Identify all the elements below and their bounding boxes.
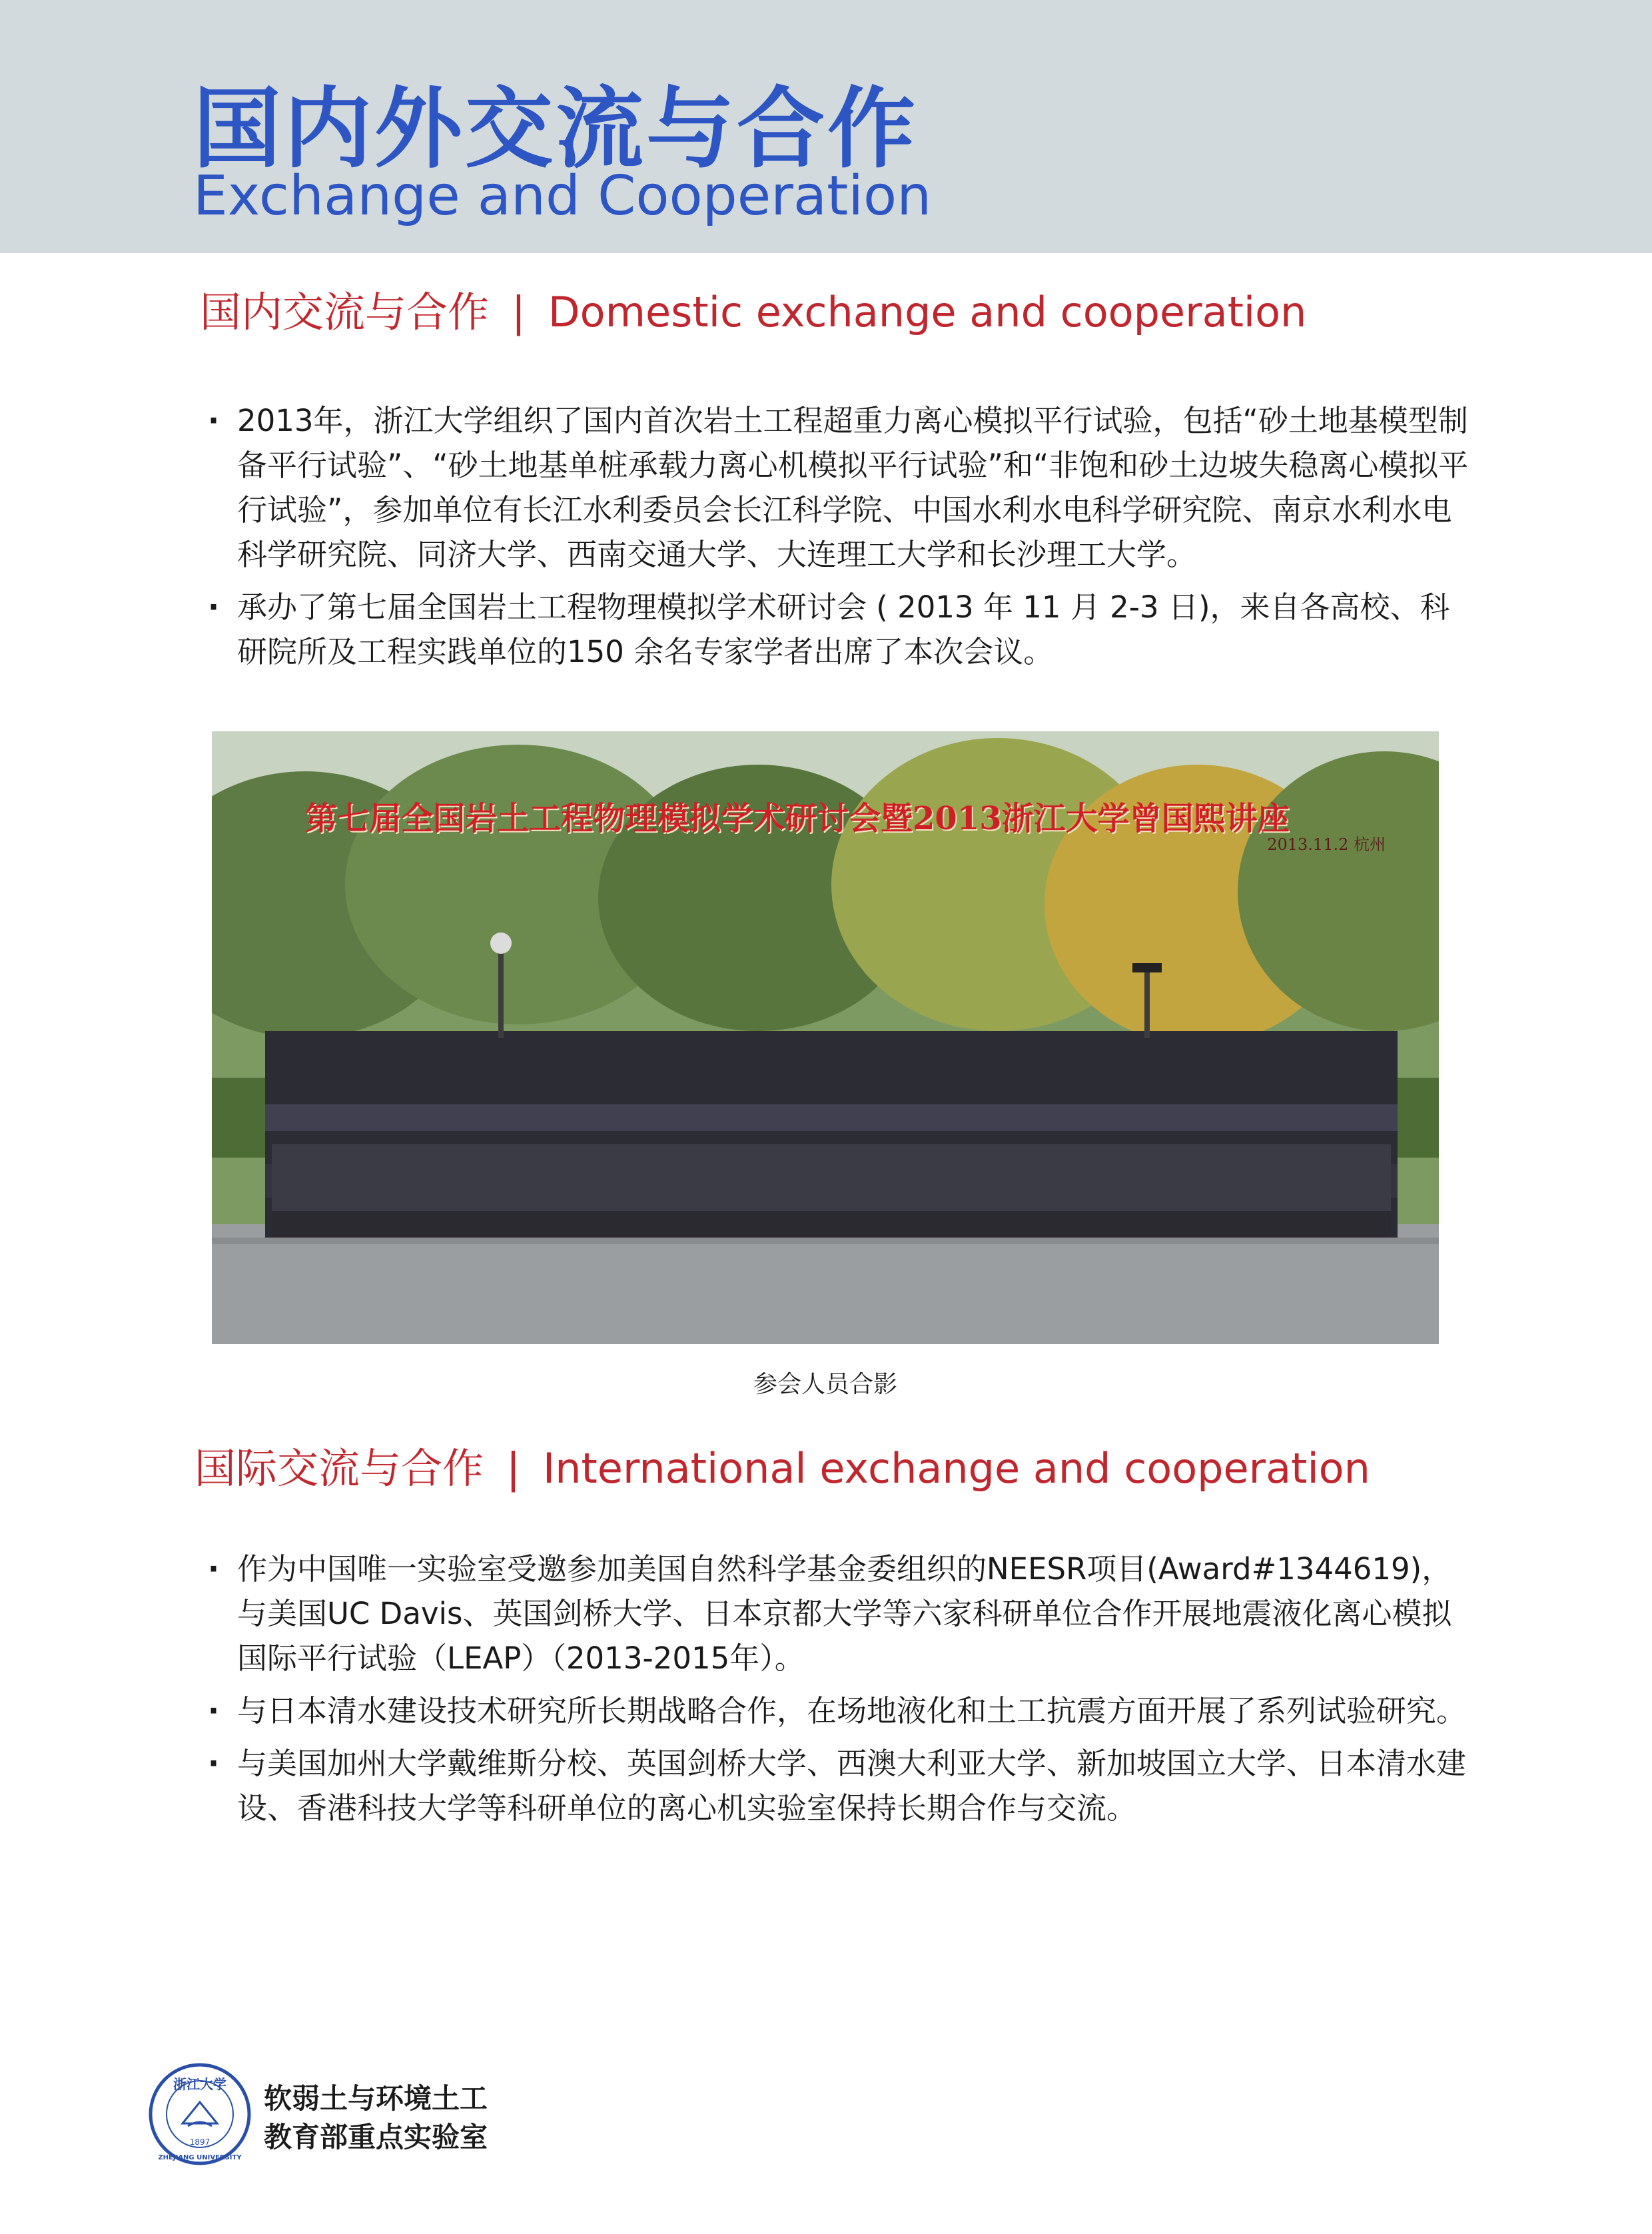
international-bullet-list: [208, 1547, 1473, 1838]
svg-text:1897: 1897: [189, 2137, 210, 2147]
list-item: · 与美国加州大学戴维斯分校、英国剑桥大学、西澳大利亚大学、新加坡国立大学、日本清水建设、香港科技大学等科研单位的离心机实验室保持长期合作与交流。: [208, 1741, 1473, 1830]
list-item: · 与日本清水建设技术研究所长期战略合作，在场地液化和土工抗震方面开展了系列试验研究。: [208, 1688, 1473, 1733]
page-title-en: Exchange and Cooperation: [193, 165, 932, 228]
domestic-title-zh: 国内交流与合作: [200, 288, 490, 336]
international-section-title: [195, 1444, 1370, 1493]
bullet-mark: ·: [208, 1746, 220, 1781]
list-item: · 承办了第七届全国岩土工程物理模拟学术研讨会 ( 2013 年 11 月 2-3 日)，来自各高校、科研院所及工程实践单位的150 余名专家学者出席了本次会议。: [208, 585, 1473, 674]
zhejiang-university-logo-icon: [148, 2062, 252, 2166]
title-separator: |: [506, 1444, 520, 1493]
international-title-en: International exchange and cooperation: [542, 1444, 1370, 1493]
footer-line-1: 软弱土与环境土工: [264, 2082, 488, 2115]
photo-caption: 参会人员合影: [753, 1371, 897, 1398]
photo-banner: 第七届全国岩土工程物理模拟学术研讨会暨2013浙江大学曾国熙讲座: [305, 800, 1290, 837]
title-separator: |: [512, 288, 526, 336]
bullet-mark: ·: [208, 1551, 220, 1587]
list-item: · 2013年，浙江大学组织了国内首次岩土工程超重力离心模拟平行试验，包括“砂土地基模型制备平行试验”、“砂土地基单桩承载力离心机模拟平行试验”和“非饱和砂土边坡失稳离心模拟平行试验”，参加单位有长江水利委员会长江科学院、中国水利水电科学研究院、南京水利水电科学研究院、同济大学、西南交通大学、大连理工大学和长沙理工大学。: [208, 398, 1473, 577]
bullet-mark: ·: [208, 589, 220, 625]
group-photo: [212, 731, 1439, 1344]
bullet-mark: ·: [208, 403, 220, 438]
footer-line-2: 教育部重点实验室: [264, 2121, 488, 2153]
domestic-title-en: Domestic exchange and cooperation: [548, 288, 1307, 336]
domestic-bullet-list: [208, 398, 1473, 682]
list-item: · 作为中国唯一实验室受邀参加美国自然科学基金委组织的NEESR项目(Award#1344619)，与美国UC Davis、英国剑桥大学、日本京都大学等六家科研单位合作开展地震液化离心模拟国际平行试验（LEAP）（2013-2015年）。: [208, 1547, 1473, 1680]
svg-text:ZHEJIANG UNIVERSITY: ZHEJIANG UNIVERSITY: [158, 2154, 242, 2161]
domestic-section-title: [200, 288, 1307, 336]
international-title-zh: 国际交流与合作: [195, 1444, 484, 1493]
footer-lab-name: [264, 2079, 488, 2157]
page-title-zh: 国内外交流与合作: [193, 78, 918, 181]
photo-date: 2013.11.2 杭州: [1267, 835, 1386, 854]
bullet-mark: ·: [208, 1693, 220, 1728]
svg-text:浙江大学: 浙江大学: [173, 2076, 226, 2092]
